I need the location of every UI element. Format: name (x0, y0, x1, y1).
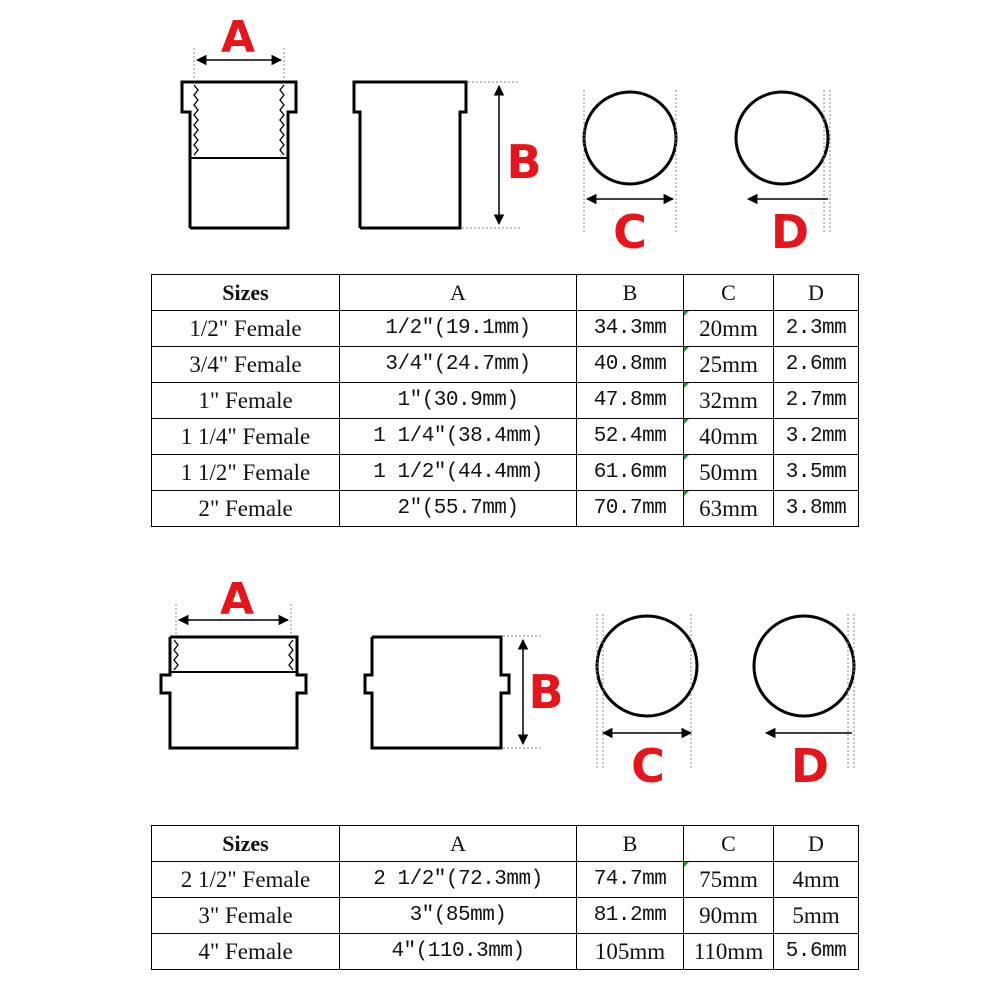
cell-b: 52.4mm (577, 419, 684, 455)
cell-b: 40.8mm (577, 347, 684, 383)
table-row (152, 347, 859, 383)
header-sizes: Sizes (152, 275, 340, 311)
cell-a: 3″(85mm) (340, 898, 577, 934)
cell-a: 4″(110.3mm) (340, 934, 577, 970)
cell-b: 74.7mm (577, 862, 684, 898)
header-b: B (577, 275, 684, 311)
cell-c: 90mm (684, 898, 774, 934)
label-b-bottom: B (528, 665, 564, 719)
label-c-bottom: C (631, 739, 665, 793)
table-row (152, 898, 859, 934)
header-c: C (684, 275, 774, 311)
dimension-a-top (194, 12, 284, 80)
cell-a: 1″(30.9mm) (340, 383, 577, 419)
table-row (152, 862, 859, 898)
header-a: A (340, 275, 577, 311)
cell-b: 105mm (577, 934, 684, 970)
cell-d: 2.7mm (774, 383, 859, 419)
label-d-bottom: D (790, 739, 830, 793)
outer-diameter-circle-top (584, 90, 676, 259)
table-row (152, 383, 859, 419)
table-row (152, 491, 859, 527)
cell-size: 1/2" Female (152, 311, 340, 347)
top-fitting-diagram (0, 0, 1000, 260)
cell-d: 5mm (774, 898, 859, 934)
wall-thickness-circle-bottom (754, 614, 854, 793)
dimension-b-top (462, 82, 542, 228)
cell-a: 3/4″(24.7mm) (340, 347, 577, 383)
cell-c: 20mm (684, 311, 774, 347)
cell-c: 50mm (684, 455, 774, 491)
top-diagram-svg (0, 0, 1000, 260)
dimension-a-bottom (176, 574, 291, 635)
cell-a: 2 1/2″(72.3mm) (340, 862, 577, 898)
cell-d: 2.6mm (774, 347, 859, 383)
cell-size: 3" Female (152, 898, 340, 934)
cell-a: 1 1/2″(44.4mm) (340, 455, 577, 491)
threaded-coupling-side-view (161, 637, 306, 748)
label-d-top: D (770, 205, 810, 259)
plain-coupling-side-view (365, 637, 509, 748)
cell-d: 3.5mm (774, 455, 859, 491)
table-header-row (152, 275, 859, 311)
cell-b: 47.8mm (577, 383, 684, 419)
cell-size: 1 1/4" Female (152, 419, 340, 455)
cell-c: 25mm (684, 347, 774, 383)
cell-d: 5.6mm (774, 934, 859, 970)
cell-b: 61.6mm (577, 455, 684, 491)
threaded-socket-side-view (182, 82, 296, 228)
outer-diameter-circle-bottom (597, 614, 697, 793)
label-a-top: A (220, 12, 256, 63)
header-d: D (774, 275, 859, 311)
cell-a: 2″(55.7mm) (340, 491, 577, 527)
cell-size: 2" Female (152, 491, 340, 527)
bottom-diagram-svg (0, 560, 1000, 800)
cell-a: 1/2″(19.1mm) (340, 311, 577, 347)
cell-c: 40mm (684, 419, 774, 455)
label-b-top: B (506, 135, 542, 189)
bottom-fitting-diagram (0, 560, 1000, 800)
header-a: A (340, 826, 577, 862)
cell-c: 110mm (684, 934, 774, 970)
table-row (152, 455, 859, 491)
cell-d: 4mm (774, 862, 859, 898)
cell-d: 3.8mm (774, 491, 859, 527)
header-c: C (684, 826, 774, 862)
bottom-size-table (151, 825, 859, 970)
cell-c: 75mm (684, 862, 774, 898)
cell-d: 3.2mm (774, 419, 859, 455)
cell-d: 2.3mm (774, 311, 859, 347)
dimension-b-bottom (503, 636, 564, 748)
cell-a: 1 1/4″(38.4mm) (340, 419, 577, 455)
top-size-table (151, 274, 859, 527)
table-header-row (152, 826, 859, 862)
cell-size: 1 1/2" Female (152, 455, 340, 491)
cell-size: 1" Female (152, 383, 340, 419)
cell-b: 70.7mm (577, 491, 684, 527)
label-c-top: C (613, 205, 647, 259)
header-sizes: Sizes (152, 826, 340, 862)
table-row (152, 311, 859, 347)
plain-socket-side-view (354, 82, 466, 228)
cell-b: 81.2mm (577, 898, 684, 934)
cell-size: 4" Female (152, 934, 340, 970)
cell-c: 32mm (684, 383, 774, 419)
label-a-bottom: A (219, 574, 255, 625)
wall-thickness-circle-top (736, 90, 830, 259)
table-row (152, 419, 859, 455)
header-b: B (577, 826, 684, 862)
table-row (152, 934, 859, 970)
header-d: D (774, 826, 859, 862)
cell-c: 63mm (684, 491, 774, 527)
cell-size: 3/4" Female (152, 347, 340, 383)
cell-size: 2 1/2" Female (152, 862, 340, 898)
cell-b: 34.3mm (577, 311, 684, 347)
